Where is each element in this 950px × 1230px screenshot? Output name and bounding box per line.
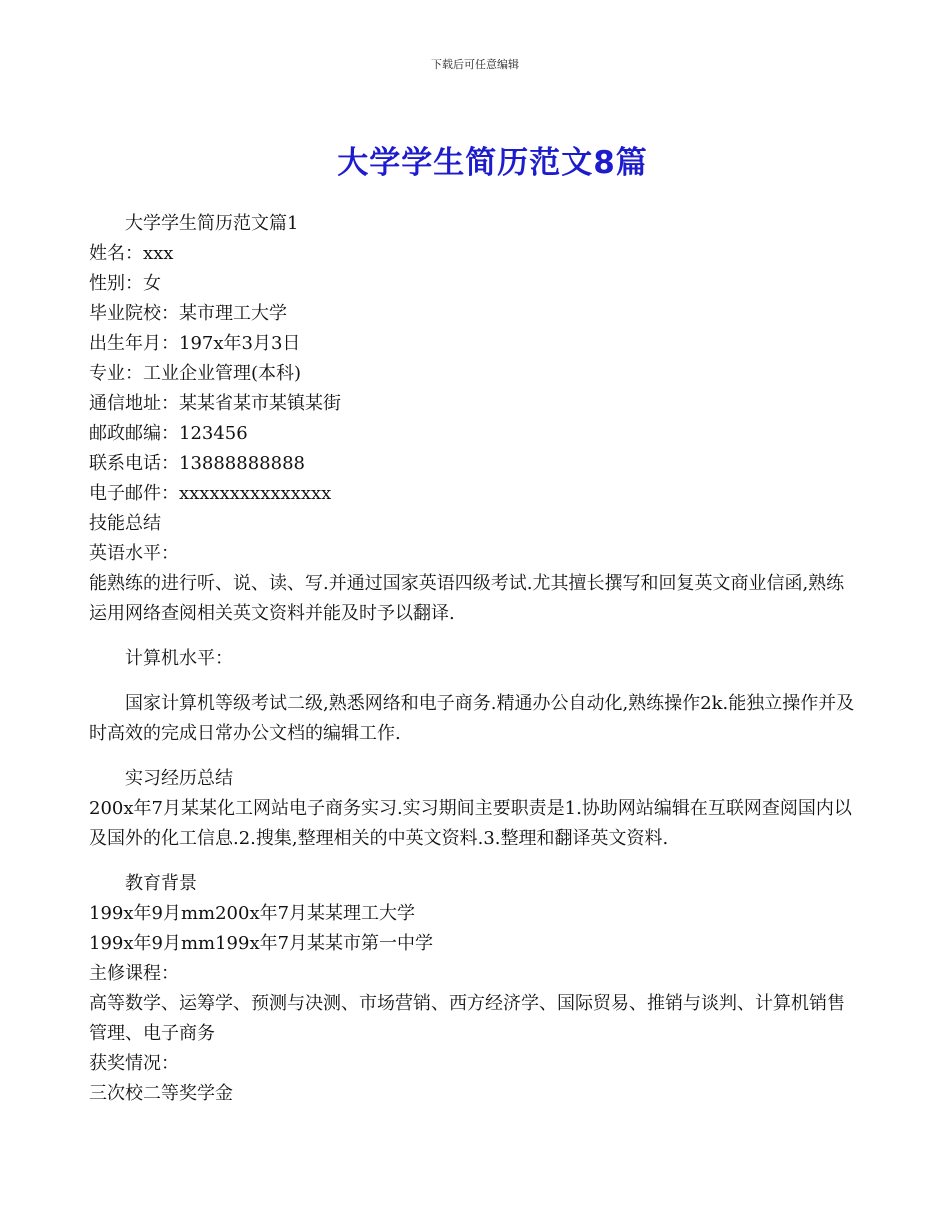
section-heading: 大学学生简历范文篇1 [125, 213, 299, 234]
courses-text: 高等数学、运筹学、预测与决测、市场营销、西方经济学、国际贸易、推销与谈判、计算机销售管理、电子商务 [89, 993, 845, 1044]
header-note: 下载后可任意编辑 [431, 58, 519, 71]
courses-label: 主修课程： [89, 963, 179, 984]
profile-postcode: 邮政邮编：123456 [89, 423, 248, 444]
profile-gender: 性别：女 [89, 273, 161, 294]
english-label: 英语水平： [89, 543, 179, 564]
english-text: 能熟练的进行听、说、读、写.并通过国家英语四级考试.尤其擅长撰写和回复英文商业信函,熟练运用网络查阅相关英文资料并能及时予以翻译. [89, 573, 845, 624]
education-heading: 教育背景 [125, 873, 197, 894]
profile-birth: 出生年月：197x年3月3日 [89, 333, 301, 354]
profile-email: 电子邮件：xxxxxxxxxxxxxxx [89, 483, 332, 504]
computer-text: 国家计算机等级考试二级,熟悉网络和电子商务.精通办公自动化,熟练操作2k.能独立操作并及时高效的完成日常办公文档的编辑工作. [89, 693, 855, 744]
profile-phone: 联系电话：13888888888 [89, 453, 305, 474]
spacer [89, 854, 859, 869]
profile-major: 专业：工业企业管理(本科) [89, 363, 302, 384]
profile-address: 通信地址：某某省某市某镇某街 [89, 393, 341, 414]
profile-name: 姓名：xxx [89, 243, 174, 264]
education-item: 199x年9月mm199x年7月某某市第一中学 [89, 933, 434, 954]
education-item: 199x年9月mm200x年7月某某理工大学 [89, 903, 416, 924]
internship-text: 200x年7月某某化工网站电子商务实习.实习期间主要职责是1.协助网站编辑在互联网查阅国内以及国外的化工信息.2.搜集,整理相关的中英文资料.3.整理和翻译英文资料. [89, 798, 852, 849]
awards-label: 获奖情况： [89, 1053, 179, 1074]
skills-heading: 技能总结 [89, 513, 161, 534]
computer-label: 计算机水平： [125, 648, 233, 669]
awards-text: 三次校二等奖学金 [89, 1083, 233, 1104]
spacer [89, 629, 859, 644]
spacer [89, 749, 859, 764]
document-body [89, 209, 859, 1109]
document-title: 大学学生简历范文8篇 [337, 145, 648, 181]
internship-heading: 实习经历总结 [125, 768, 233, 789]
spacer [89, 674, 859, 689]
profile-list [89, 239, 859, 509]
profile-school: 毕业院校：某市理工大学 [89, 303, 287, 324]
